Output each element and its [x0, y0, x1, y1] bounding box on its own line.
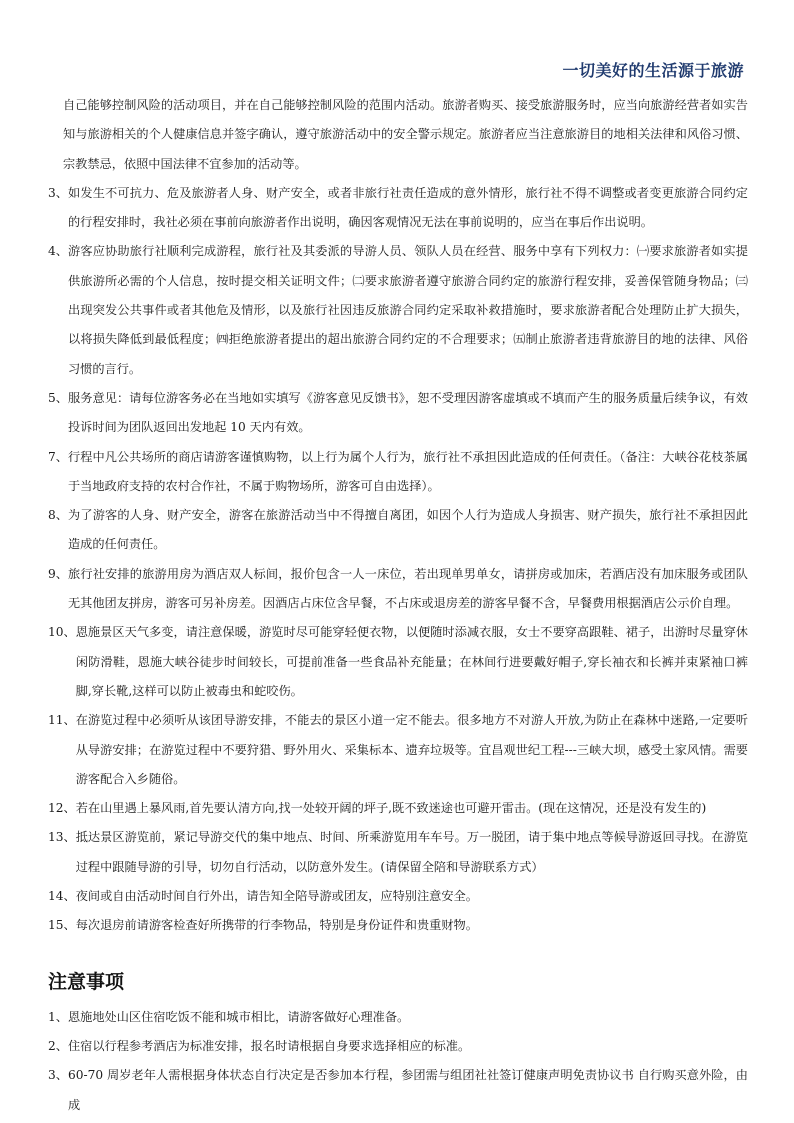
- item-text: 住宿以行程参考酒店为标准安排，报名时请根据自身要求选择相应的标准。: [67, 1038, 471, 1053]
- item-number: 12、: [48, 801, 76, 816]
- item-number: 8、: [48, 508, 68, 523]
- list-item: [48, 618, 748, 706]
- item-text: 行程中凡公共场所的商店请游客谨慎购物，以上行为属个人行为，旅行社不承担因此造成的任何责任。（备注：大峡谷花枝茶属于当地政府支持的农村合作社，不属于购物场所，游客可自由选择）。: [67, 449, 748, 493]
- list-item: [48, 1032, 748, 1061]
- item-text: 每次退房前请游客检查好所携带的行李物品，特别是身份证件和贵重财物。: [75, 918, 478, 933]
- list-item: [48, 560, 748, 619]
- item-number: 1、: [48, 1009, 68, 1024]
- list-item: [48, 384, 748, 443]
- item-text: 抵达景区游览前，紧记导游交代的集中地点、时间、所乘游览用车车号。万一脱团，请于集中地点等候导游返回寻找。在游览过程中跟随导游的引导，切勿自行活动，以防意外发生。(请保留全陪和导游联系方式）: [75, 830, 748, 874]
- item-text: 如发生不可抗力、危及旅游者人身、财产安全，或者非旅行社责任造成的意外情形，旅行社不得不调整或者变更旅游合同约定的行程安排时，我社必须在事前向旅游者作出说明，确因客观情况无法在事前说明的，应当在事后作出说明。: [67, 185, 748, 230]
- header-slogan: 一切美好的生活源于旅游: [562, 61, 744, 80]
- item-text: 服务意见：请每位游客务必在当地如实填写《游客意见反馈书》，恕不受理因游客虚填或不填而产生的服务质量后续争议，有效投诉时间为团队返回出发地起 10 天内有效。: [67, 390, 748, 435]
- item-number: 10、: [48, 625, 76, 640]
- item-text: 游客应协助旅行社顺利完成游程，旅行社及其委派的导游人员、领队人员在经营、服务中享有下列权力：㈠要求旅游者如实提供旅游所必需的个人信息，按时提交相关证明文件；㈡要求旅游者遵守旅游合同约定的旅游行程安排，妥善保管随身物品；㈢出现突发公共事件或者其他危及情形，以及旅行社因违反旅游合同约定采取补救措施时，要求旅游者配合处理防止扩大损失，以将损失降低到最低程度；㈣拒绝旅游者提出的超出旅游合同约定的不合理要求；㈤制止旅游者违背旅游目的地的法律、风俗习惯的言行。: [67, 244, 748, 376]
- item-number: 13、: [48, 830, 76, 845]
- document-body: [48, 91, 748, 1120]
- item-number: 3、: [48, 1068, 68, 1083]
- list-item: [48, 706, 748, 794]
- item-text: 恩施地处山区住宿吃饭不能和城市相比，请游客做好心理准备。: [67, 1009, 410, 1024]
- list-item: [48, 794, 748, 823]
- item-text: 60-70 周岁老年人需根据身体状态自行决定是否参加本行程，参团需与组团社社签订健康声明免责协议书 自行购买意外险，由成: [67, 1068, 748, 1112]
- notes-list: [48, 1003, 748, 1120]
- item-text: 在游览过程中必须听从该团导游安排，不能去的景区小道一定不能去。很多地方不对游人开放,为防止在森林中迷路,一定要听从导游安排；在游览过程中不要狩猎、野外用火、采集标本、遗弃垃圾等。宜昌观世纪工程---三峡大坝，感受土家风情。需要游客配合入乡随俗。: [75, 713, 748, 786]
- intro-paragraph: 自己能够控制风险的活动项目，并在自己能够控制风险的范围内活动。旅游者购买、接受旅游服务时，应当向旅游经营者如实告知与旅游相关的个人健康信息并签字确认，遵守旅游活动中的安全警示规定。旅游者应当注意旅游目的地相关法律和风俗习惯、宗教禁忌，依照中国法律不宜参加的活动等。: [63, 98, 748, 171]
- item-number: 15、: [48, 918, 76, 933]
- terms-list: [48, 179, 748, 941]
- item-number: 5、: [48, 390, 68, 405]
- list-item: [48, 882, 748, 911]
- list-item: [48, 1003, 748, 1032]
- item-number: 14、: [48, 889, 76, 904]
- list-item: [48, 1061, 748, 1120]
- list-item: [48, 501, 748, 560]
- item-text: 为了游客的人身、财产安全，游客在旅游活动当中不得擅自离团，如因个人行为造成人身损害、财产损失，旅行社不承担因此造成的任何责任。: [67, 508, 748, 552]
- item-text: 旅行社安排的旅游用房为酒店双人标间，报价包含一人一床位，若出现单男单女，请拼房或加床，若酒店没有加床服务或团队无其他团友拼房，游客可另补房差。因酒店占床位含早餐，不占床或退房差的游客早餐不含，早餐费用根据酒店公示价自理。: [67, 566, 748, 611]
- item-text: 夜间或自由活动时间自行外出，请告知全陪导游或团友，应特别注意安全。: [75, 889, 478, 904]
- item-number: 9、: [48, 566, 68, 581]
- item-number: 4、: [48, 244, 68, 259]
- section-title: 注意事项: [48, 970, 125, 993]
- item-number: 3、: [48, 185, 68, 200]
- item-number: 2、: [48, 1038, 68, 1053]
- item-number: 11、: [48, 713, 76, 728]
- list-item: [48, 443, 748, 502]
- item-number: 7、: [48, 449, 68, 464]
- list-item: [48, 237, 748, 383]
- item-text: 恩施景区天气多变，请注意保暖，游览时尽可能穿轻便衣物，以便随时添减衣服，女士不要穿高跟鞋、裙子，出游时尽量穿休闲防滑鞋，恩施大峡谷徒步时间较长，可提前准备一些食品补充能量；在林间行进要戴好帽子,穿长袖衣和长裤并束紧袖口裤脚,穿长靴,这样可以防止被毒虫和蛇咬伤。: [75, 625, 748, 698]
- list-item: [48, 823, 748, 882]
- item-text: 若在山里遇上暴风雨,首先要认清方向,找一处较开阔的坪子,既不致迷途也可避开雷击。(现在这情况，还是没有发生的): [75, 801, 707, 816]
- list-item: [48, 911, 748, 940]
- list-item: [48, 179, 748, 238]
